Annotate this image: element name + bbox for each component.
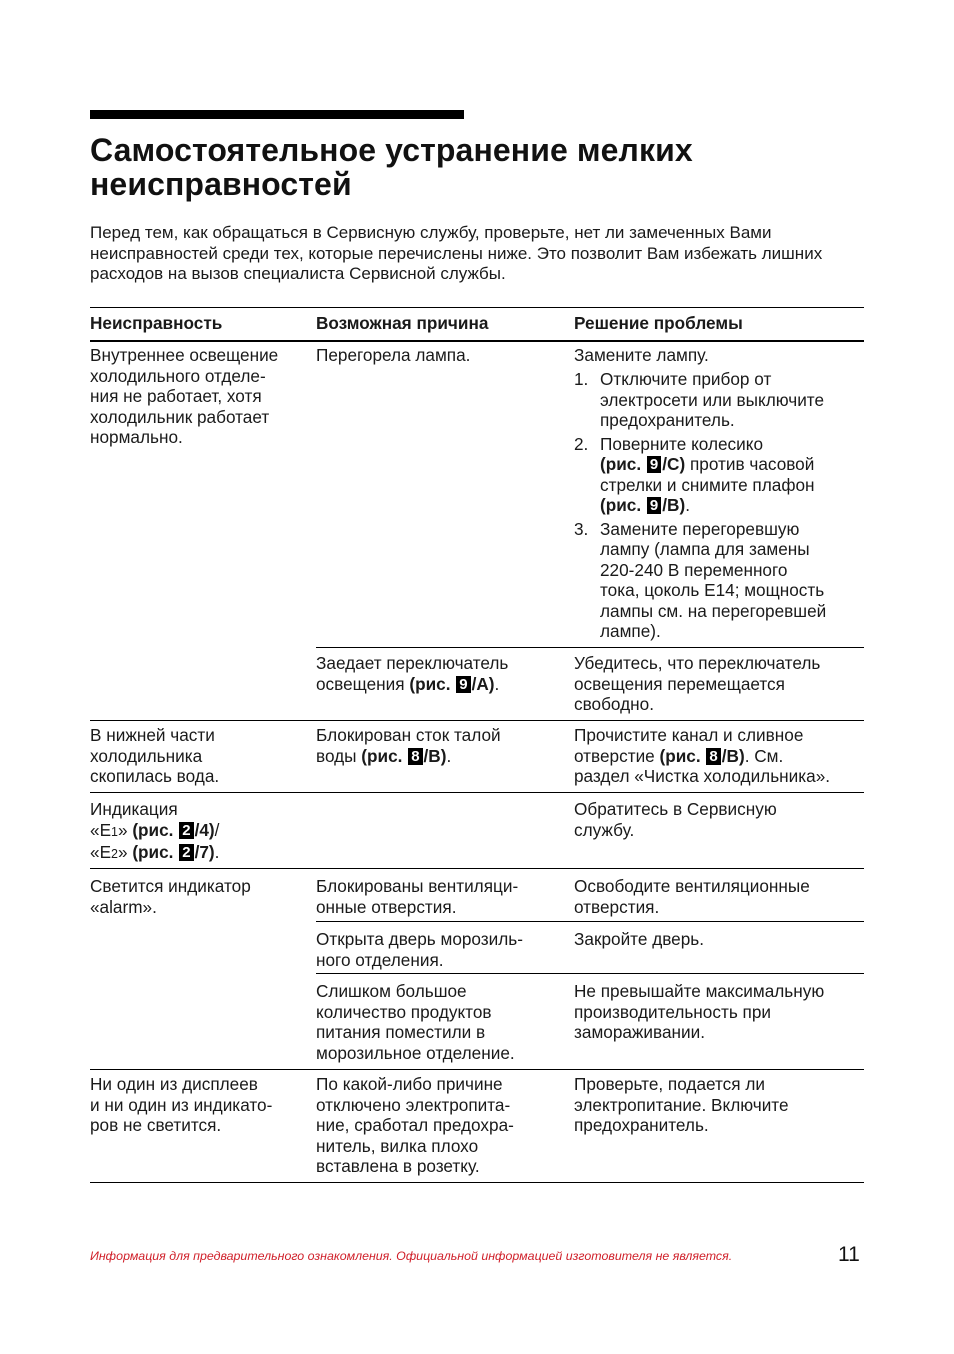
fault-cell: В нижней части холодильника скопилась вода. [90, 725, 220, 786]
row-rule [316, 921, 864, 922]
fault-cell: Внутреннее освещение холодильного отделе- ния не работает, хотя холодильник работает нормально. [90, 345, 279, 447]
table-top-rule [90, 307, 864, 308]
cause-cell: Блокирован сток талой воды (рис. 8 /B). [316, 725, 501, 766]
page-number: 11 [838, 1243, 860, 1266]
row-rule [90, 720, 864, 721]
row-rule [90, 792, 864, 793]
solution-cell: Обратитесь в Сервисную службу. [574, 799, 777, 840]
cause-cell: Заедает переключатель освещения (рис. 9 /A). [316, 653, 509, 694]
figure-ref-badge: 8 [408, 748, 422, 765]
solution-cell: Освободите вентиляционные отверстия. [574, 876, 810, 917]
solution-cell: Не превышайте максимальную производительность при замораживании. [574, 981, 825, 1042]
intro-paragraph: Перед тем, как обращаться в Сервисную службу, проверьте, нет ли замеченных Вами неисправностей среди тех, которые перечислены ниже. Это позволит Вам избежать лишних расходов на вызов специалиста Сервисной службы. [90, 223, 823, 283]
solution-cell: Замените лампу. [574, 345, 709, 365]
step-item: 1. Отключите прибор от электросети или выключите предохранитель. [574, 369, 825, 430]
fault-cell: Светится индикатор «alarm». [90, 876, 251, 917]
row-rule [316, 647, 864, 648]
solution-cell: Прочистите канал и сливное отверстие (рис. 8 /B). См. раздел «Чистка холодильника». [574, 725, 831, 786]
figure-ref-badge: 9 [456, 676, 470, 693]
step-item: 2. Поверните колесико (рис. 9 /C) против часовой стрелки и снимите плафон (рис. 9 /B). [574, 433, 815, 515]
page-title [90, 133, 870, 201]
cause-cell: Блокированы вентиляци- онные отверстия. [316, 876, 519, 917]
cause-cell: Слишком большое количество продуктов питания поместили в морозильное отделение. [316, 981, 515, 1063]
row-rule [90, 868, 864, 869]
cause-cell: Перегорела лампа. [316, 345, 471, 365]
table-bottom-rule [90, 1182, 864, 1183]
header-fault: Неисправность [90, 313, 223, 333]
figure-ref-badge: 9 [647, 497, 661, 514]
figure-ref-badge: 2 [179, 822, 193, 839]
solution-cell: Закройте дверь. [574, 929, 705, 949]
figure-ref-badge: 2 [179, 844, 193, 861]
header-solution: Решение проблемы [574, 313, 743, 333]
cause-cell: По какой-либо причине отключено электропита- ние, сработал предохра- нитель, вилка плохо вставлена в розетку. [316, 1074, 514, 1176]
table-header-rule [90, 340, 864, 342]
step-item: 3. Замените перегоревшую лампу (лампа для замены 220-240 В переменного тока, цоколь Е14; мощность лампы см. на перегоревшей лампе). [574, 518, 827, 641]
fault-cell: Индикация «E1» (рис. 2 /4)/ «E2» (рис. 2 /7). [90, 799, 220, 862]
title-rule [90, 110, 464, 119]
figure-ref-badge: 9 [647, 456, 661, 473]
row-rule [316, 973, 864, 974]
solution-steps [574, 369, 826, 642]
page-title-line: Самостоятельное устранение мелких [90, 132, 693, 168]
header-cause: Возможная причина [316, 313, 489, 333]
solution-cell: Проверьте, подается ли электропитание. Включите предохранитель. [574, 1074, 789, 1135]
fault-cell: Ни один из дисплеев и ни один из индикато- ров не светится. [90, 1074, 273, 1135]
disclaimer-note: Информация для предварительного ознакомления. Официальной информацией изготовителя не является. [90, 1249, 733, 1263]
page-title-line: неисправностей [90, 166, 352, 202]
cause-cell: Открыта дверь морозиль- ного отделения. [316, 929, 523, 970]
figure-ref-badge: 8 [706, 748, 720, 765]
row-rule [90, 1069, 864, 1070]
solution-cell: Убедитесь, что переключатель освещения перемещается свободно. [574, 653, 821, 714]
